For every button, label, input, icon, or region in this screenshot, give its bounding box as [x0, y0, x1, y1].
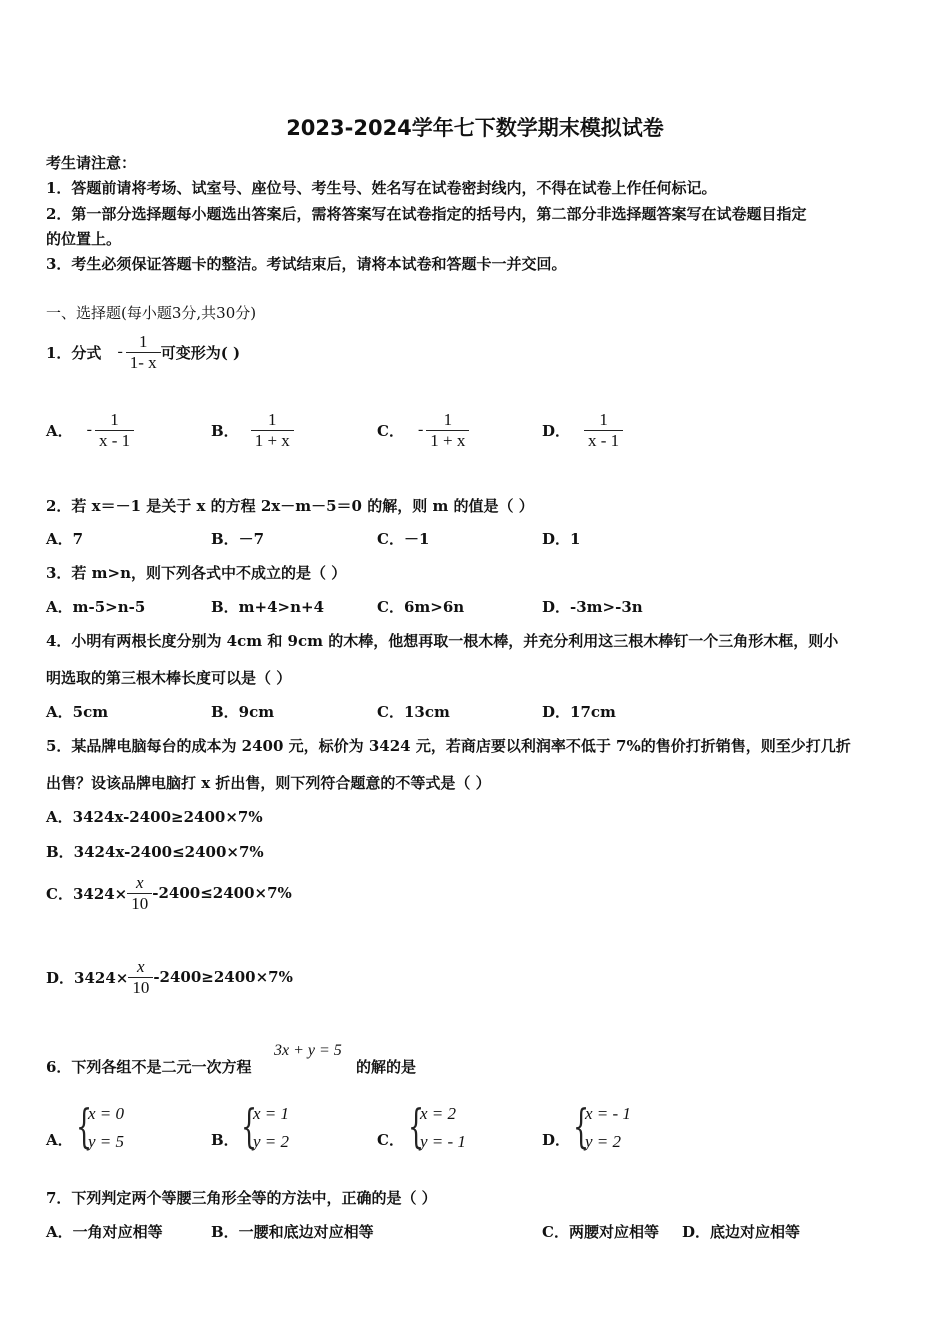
q5-option-d[interactable] [46, 957, 293, 997]
notice-heading: 考生请注意： [46, 154, 137, 172]
minus-sign: - [417, 421, 424, 439]
q6-option-c-system[interactable] [420, 1100, 466, 1156]
question-1 [46, 327, 240, 377]
q6-option-a-system[interactable] [88, 1100, 124, 1156]
q6-option-a-label[interactable]: A． [46, 1131, 73, 1149]
q2-option-b[interactable]: B．－7 [211, 530, 265, 548]
q5-option-c[interactable] [46, 873, 292, 913]
question-1-prefix: 1．分式 [46, 343, 102, 362]
equation-line: y = 2 [253, 1132, 290, 1151]
option-prefix: C．3424× [46, 884, 128, 903]
fraction [127, 873, 152, 913]
question-4-line-1: 4．小明有两根长度分别为 4cm 和 9cm 的木棒，他想再取一根木棒，并充分利用这三根木棒钉一个三角形木框，则小 [46, 632, 839, 650]
fraction-numerator: 1 [110, 410, 119, 429]
q4-option-b[interactable]: B．9cm [211, 703, 275, 721]
q6-option-b-label[interactable]: B． [211, 1131, 239, 1149]
equation: 3x + y = 5 [274, 1042, 342, 1059]
fraction [126, 332, 161, 372]
page-title: 2023-2024学年七下数学期末模拟试卷 [286, 116, 664, 140]
section-heading: 一、选择题(每小题3分,共30分) [46, 304, 257, 322]
question-6-prefix: 6．下列各组不是二元一次方程 [46, 1058, 252, 1076]
fraction-denominator: x - 1 [584, 430, 623, 451]
question-1-suffix: 可变形为( ) [160, 343, 241, 362]
fraction-numerator: 1 [599, 410, 608, 429]
q6-option-b-system[interactable] [253, 1100, 289, 1156]
question-5-line-2: 出售？设该品牌电脑打 x 折出售，则下列符合题意的不等式是（ ） [46, 774, 491, 792]
q1-option-b[interactable] [211, 410, 294, 450]
q1-option-c[interactable] [377, 410, 469, 450]
q7-option-a[interactable]: A．一角对应相等 [46, 1223, 163, 1241]
equation-line: y = 5 [88, 1132, 125, 1151]
q3-option-b[interactable]: B．m+4>n+4 [211, 598, 325, 616]
q5-option-b[interactable]: B．3424x-2400≤2400×7% [46, 843, 264, 861]
question-2: 2．若 x＝－1 是关于 x 的方程 2x－m－5＝0 的解，则 m 的值是（ ） [46, 497, 534, 515]
fraction [584, 410, 623, 450]
option-prefix: D．3424× [46, 968, 129, 987]
fraction-numerator: x [135, 873, 144, 892]
brace-icon: { [241, 1099, 258, 1153]
q4-option-c[interactable]: C．13cm [377, 703, 450, 721]
fraction-denominator: 1- x [126, 352, 161, 373]
notice-item-2: 2．第一部分选择题每小题选出答案后，需将答案写在试卷指定的括号内，第二部分非选择题答案写在试卷题目指定 [46, 205, 807, 223]
question-5-line-1: 5．某品牌电脑每台的成本为 2400 元，标价为 3424 元，若商店要以利润率不低于 7%的售价打折销售，则至少打几折 [46, 737, 851, 755]
brace-icon: { [573, 1099, 590, 1153]
fraction-numerator: x [137, 957, 145, 976]
fraction [251, 410, 294, 450]
q6-option-d-system[interactable] [585, 1100, 631, 1156]
option-suffix: -2400≥2400×7% [153, 968, 293, 987]
q4-option-a[interactable]: A．5cm [46, 703, 109, 721]
fraction [426, 410, 469, 450]
q3-option-d[interactable]: D．-3m>-3n [542, 598, 643, 616]
fraction-numerator: 1 [138, 331, 148, 351]
q3-option-a[interactable]: A．m-5>n-5 [46, 598, 146, 616]
question-3: 3．若 m>n，则下列各式中不成立的是（ ） [46, 564, 347, 582]
q5-option-a[interactable]: A．3424x-2400≥2400×7% [46, 808, 263, 826]
q1-option-a[interactable] [46, 410, 134, 450]
equation-line: y = - 1 [420, 1132, 466, 1151]
question-7: 7．下列判定两个等腰三角形全等的方法中，正确的是（ ） [46, 1189, 437, 1207]
fraction-denominator: 1 + x [251, 430, 294, 451]
fraction-denominator: 10 [128, 977, 153, 998]
fraction-denominator: x - 1 [95, 430, 134, 451]
q1-option-d[interactable] [542, 410, 623, 450]
question-4-line-2: 明选取的第三根木棒长度可以是（ ） [46, 669, 292, 687]
q2-option-a[interactable]: A．7 [46, 530, 84, 548]
question-6-suffix: 的解的是 [356, 1058, 417, 1076]
q6-option-c-label[interactable]: C． [377, 1131, 404, 1149]
fraction [95, 410, 134, 450]
q6-option-d-label[interactable]: D． [542, 1131, 571, 1149]
fraction-numerator: 1 [267, 410, 277, 429]
q7-option-c[interactable]: C．两腰对应相等 [542, 1223, 659, 1241]
notice-item-1: 1．答题前请将考场、试室号、座位号、考生号、姓名写在试卷密封线内，不得在试卷上作任何标记。 [46, 179, 717, 197]
option-label: C． [377, 421, 404, 440]
fraction-denominator: 10 [127, 893, 152, 914]
option-label: B． [211, 421, 239, 440]
fraction-denominator: 1 + x [426, 430, 469, 451]
equation-line: x = - 1 [585, 1104, 631, 1123]
equation-line: x = 1 [253, 1104, 290, 1123]
brace-icon: { [408, 1099, 425, 1153]
notice-item-3: 3．考生必须保证答题卡的整洁。考试结束后，请将本试卷和答题卡一并交回。 [46, 255, 567, 273]
q7-option-d[interactable]: D．底边对应相等 [682, 1223, 801, 1241]
q3-option-c[interactable]: C．6m>6n [377, 598, 465, 616]
equation-line: x = 2 [420, 1104, 457, 1123]
q7-option-b[interactable]: B．一腰和底边对应相等 [211, 1223, 374, 1241]
minus-sign: - [86, 421, 92, 439]
equation-line: y = 2 [585, 1132, 622, 1151]
minus-sign: - [117, 343, 123, 360]
fraction-numerator: 1 [443, 410, 453, 429]
notice-item-2-cont: 的位置上。 [46, 230, 122, 248]
fraction [128, 957, 153, 997]
option-label: A． [46, 421, 73, 440]
q4-option-d[interactable]: D．17cm [542, 703, 616, 721]
option-suffix: -2400≤2400×7% [152, 884, 292, 903]
brace-icon: { [76, 1099, 93, 1153]
equation-line: x = 0 [88, 1104, 125, 1123]
option-label: D． [542, 421, 571, 440]
q2-option-c[interactable]: C．－1 [377, 530, 430, 548]
q2-option-d[interactable]: D．1 [542, 530, 581, 548]
